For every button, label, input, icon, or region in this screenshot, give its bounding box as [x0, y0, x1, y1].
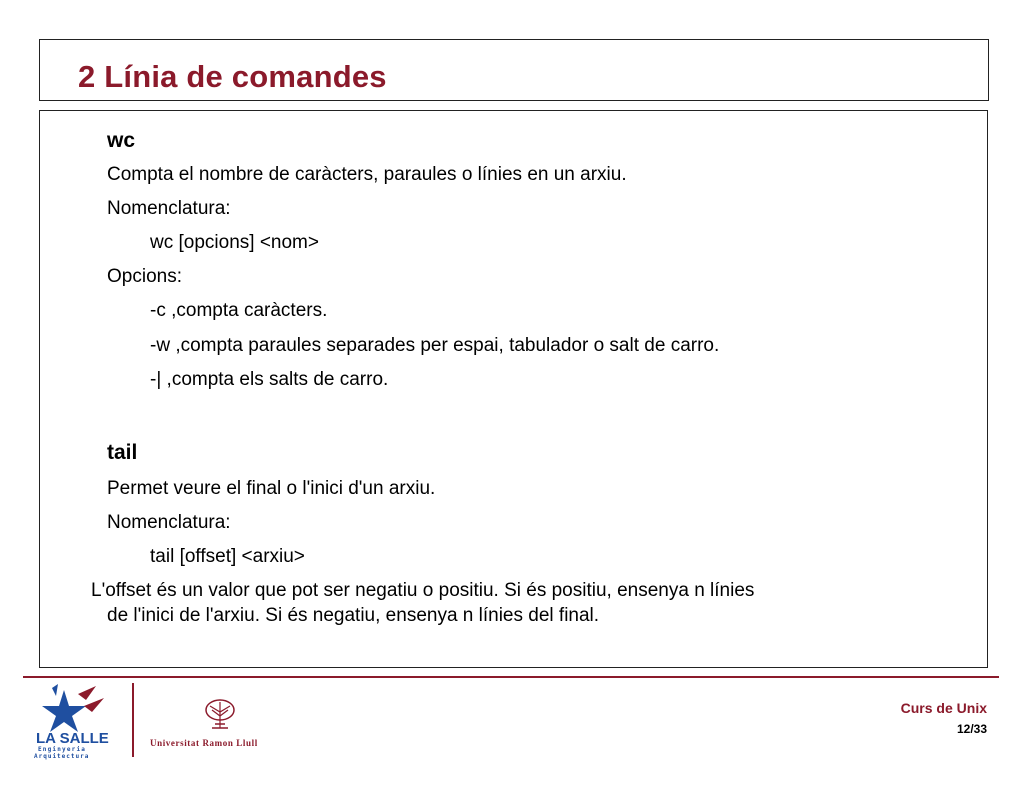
wc-heading: wc — [107, 129, 136, 152]
wc-option-l: -| ,compta els salts de carro. — [150, 369, 389, 390]
footer-rule — [23, 676, 999, 678]
tail-syntax: tail [offset] <arxiu> — [150, 546, 305, 567]
page-number: 12/33 — [956, 722, 987, 736]
wc-options-label: Opcions: — [107, 266, 182, 287]
wc-syntax: wc [opcions] <nom> — [150, 232, 319, 253]
tail-heading: tail — [107, 441, 138, 464]
tail-nomenclature-label: Nomenclatura: — [107, 512, 231, 533]
tail-note-line1: L'offset és un valor que pot ser negatiu o positiu. Si és positiu, ensenya n línies — [91, 580, 755, 601]
url-logo — [150, 698, 300, 750]
university-tree-icon — [202, 698, 238, 732]
title-box — [39, 39, 989, 101]
lasalle-logo — [34, 682, 124, 760]
slide-title: 2 Línia de comandes — [78, 59, 387, 94]
university-name: Universitat Ramon Llull — [150, 738, 258, 748]
wc-description: Compta el nombre de caràcters, paraules o línies en un arxiu. — [107, 164, 627, 185]
lasalle-logo-text: LA SALLE — [36, 730, 109, 747]
tail-description: Permet veure el final o l'inici d'un arxiu. — [107, 478, 436, 499]
wc-option-w: -w ,compta paraules separades per espai, tabulador o salt de carro. — [150, 335, 720, 356]
content-box — [39, 110, 988, 668]
tail-note-line2: de l'inici de l'arxiu. Si és negatiu, ensenya n línies del final. — [107, 605, 600, 626]
course-name: Curs de Unix — [900, 700, 987, 716]
wc-option-c: -c ,compta caràcters. — [150, 300, 328, 321]
wc-nomenclature-label: Nomenclatura: — [107, 198, 231, 219]
logo-divider — [132, 683, 134, 757]
lasalle-logo-sub2: Arquitectura — [34, 753, 90, 760]
lasalle-logo-sub1: Enginyeria — [38, 746, 87, 753]
lasalle-star-icon — [34, 682, 124, 760]
